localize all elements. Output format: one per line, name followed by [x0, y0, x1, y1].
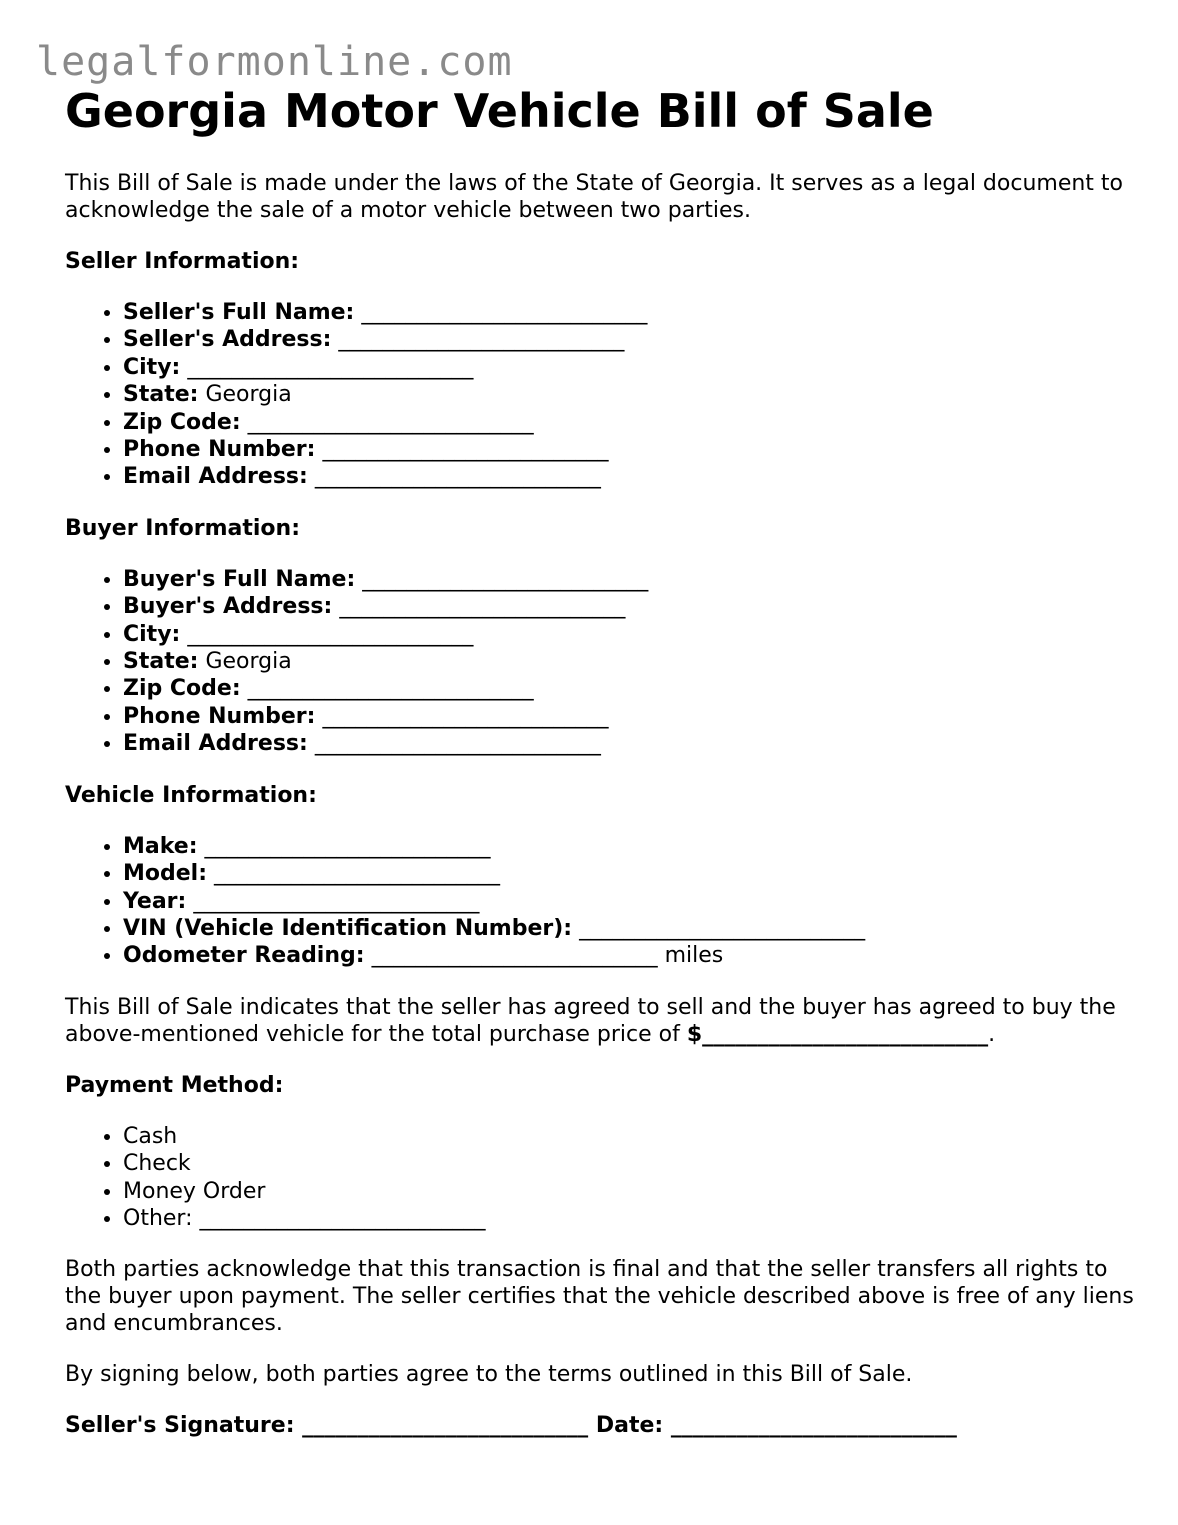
vehicle-year-item — [123, 888, 1135, 915]
vehicle-vin-label: VIN (Vehicle Identification Number): — [123, 915, 573, 941]
seller-signature-label: Seller's Signature: — [65, 1413, 295, 1439]
purchase-paragraph — [65, 994, 1135, 1048]
vehicle-fields-list — [65, 833, 1135, 970]
vehicle-vin-field[interactable]: __________________________ — [579, 915, 866, 941]
purchase-end: . — [988, 1021, 996, 1047]
buyer-city-label: City: — [123, 621, 181, 647]
purchase-price-field[interactable]: __________________________ — [702, 1021, 989, 1047]
buyer-city-item — [123, 621, 1135, 648]
seller-email-field[interactable]: __________________________ — [314, 464, 601, 490]
payment-other-field[interactable]: __________________________ — [199, 1205, 486, 1231]
seller-phone-label: Phone Number: — [123, 437, 316, 463]
vehicle-model-item — [123, 860, 1135, 887]
buyer-full-name-label: Buyer's Full Name: — [123, 566, 356, 592]
vehicle-odometer-unit: miles — [664, 943, 724, 969]
buyer-address-field[interactable]: __________________________ — [339, 594, 626, 620]
seller-full-name-label: Seller's Full Name: — [123, 300, 355, 325]
buyer-phone-label: Phone Number: — [123, 703, 316, 729]
vehicle-year-label: Year: — [123, 888, 187, 914]
buyer-city-field[interactable]: __________________________ — [187, 621, 474, 647]
vehicle-make-item — [123, 833, 1135, 860]
vehicle-odometer-label: Odometer Reading: — [123, 943, 365, 969]
buyer-address-item — [123, 593, 1135, 620]
seller-state-value: Georgia — [205, 382, 292, 408]
acknowledgement-paragraph: Both parties acknowledge that this transaction is final and that the seller transfers all rights to the buyer upon payment. The seller certifies that the vehicle described above is free of any liens and encumbrances. — [65, 1257, 1134, 1337]
vehicle-odometer-field[interactable]: __________________________ — [371, 943, 658, 969]
buyer-phone-field[interactable]: __________________________ — [322, 703, 609, 729]
seller-full-name-field[interactable]: __________________________ — [361, 300, 648, 325]
payment-section-heading: Payment Method: — [65, 1072, 284, 1098]
seller-full-name-item — [123, 299, 1135, 326]
payment-cash-option: • Cash — [123, 1123, 1135, 1150]
seller-city-label: City: — [123, 354, 181, 380]
vehicle-odometer-item — [123, 942, 1135, 969]
seller-fields-list — [65, 299, 1135, 491]
vehicle-model-field[interactable]: __________________________ — [214, 861, 501, 887]
buyer-zip-field[interactable]: __________________________ — [247, 676, 534, 702]
buyer-phone-item — [123, 703, 1135, 730]
signature-line — [65, 1412, 1135, 1439]
payment-check-option: • Check — [123, 1150, 1135, 1177]
seller-phone-item — [123, 436, 1135, 463]
purchase-text: This Bill of Sale indicates that the seller has agreed to sell and the buyer has agreed to buy the above-mentioned vehicle for the total purchase price of — [65, 994, 1116, 1047]
date-label: Date: — [595, 1413, 664, 1439]
buyer-full-name-item — [123, 566, 1135, 593]
seller-city-field[interactable]: __________________________ — [187, 354, 474, 380]
vehicle-make-field[interactable]: __________________________ — [204, 833, 491, 859]
seller-section-heading: Seller Information: — [65, 249, 300, 274]
purchase-price-prefix: $ — [686, 1021, 703, 1047]
seller-address-item — [123, 326, 1135, 353]
seller-state-item — [123, 381, 1135, 408]
seller-address-field[interactable]: __________________________ — [338, 327, 625, 353]
buyer-email-field[interactable]: __________________________ — [314, 731, 601, 757]
vehicle-make-label: Make: — [123, 833, 198, 859]
buyer-section-heading: Buyer Information: — [65, 515, 300, 541]
payment-methods-list — [65, 1123, 1135, 1233]
buyer-full-name-field[interactable]: __________________________ — [362, 566, 649, 592]
payment-money-order-option: • Money Order — [123, 1178, 1135, 1205]
payment-other-label: Other: — [123, 1205, 193, 1231]
agreement-paragraph: By signing below, both parties agree to the terms outlined in this Bill of Sale. — [65, 1362, 913, 1388]
intro-paragraph: This Bill of Sale is made under the laws of the State of Georgia. It serves as a legal document to acknowledge the sale of a motor vehicle between two parties. — [65, 171, 1124, 223]
vehicle-year-field[interactable]: __________________________ — [193, 888, 480, 914]
buyer-state-label: State: — [123, 649, 199, 675]
vehicle-model-label: Model: — [123, 861, 208, 887]
buyer-fields-list — [65, 566, 1135, 758]
seller-city-item — [123, 354, 1135, 381]
buyer-address-label: Buyer's Address: — [123, 594, 333, 620]
buyer-email-label: Email Address: — [123, 731, 308, 757]
vehicle-section-heading: Vehicle Information: — [65, 782, 317, 808]
buyer-email-item — [123, 730, 1135, 757]
buyer-state-value: Georgia — [205, 649, 292, 675]
seller-address-label: Seller's Address: — [123, 327, 332, 353]
page-title: Georgia Motor Vehicle Bill of Sale — [65, 84, 934, 138]
seller-zip-label: Zip Code: — [123, 409, 241, 435]
document-body — [65, 82, 1135, 1439]
seller-email-label: Email Address: — [123, 464, 308, 490]
seller-signature-field[interactable]: __________________________ — [302, 1413, 589, 1439]
seller-zip-field[interactable]: __________________________ — [247, 409, 534, 435]
buyer-state-item — [123, 648, 1135, 675]
payment-other-option — [123, 1205, 1135, 1232]
seller-zip-item — [123, 409, 1135, 436]
watermark: legalformonline.com — [36, 39, 513, 85]
seller-phone-field[interactable]: __________________________ — [322, 437, 609, 463]
vehicle-vin-item — [123, 915, 1135, 942]
seller-state-label: State: — [123, 382, 199, 408]
buyer-zip-label: Zip Code: — [123, 676, 241, 702]
buyer-zip-item — [123, 675, 1135, 702]
date-field[interactable]: __________________________ — [670, 1413, 957, 1439]
seller-email-item — [123, 463, 1135, 490]
